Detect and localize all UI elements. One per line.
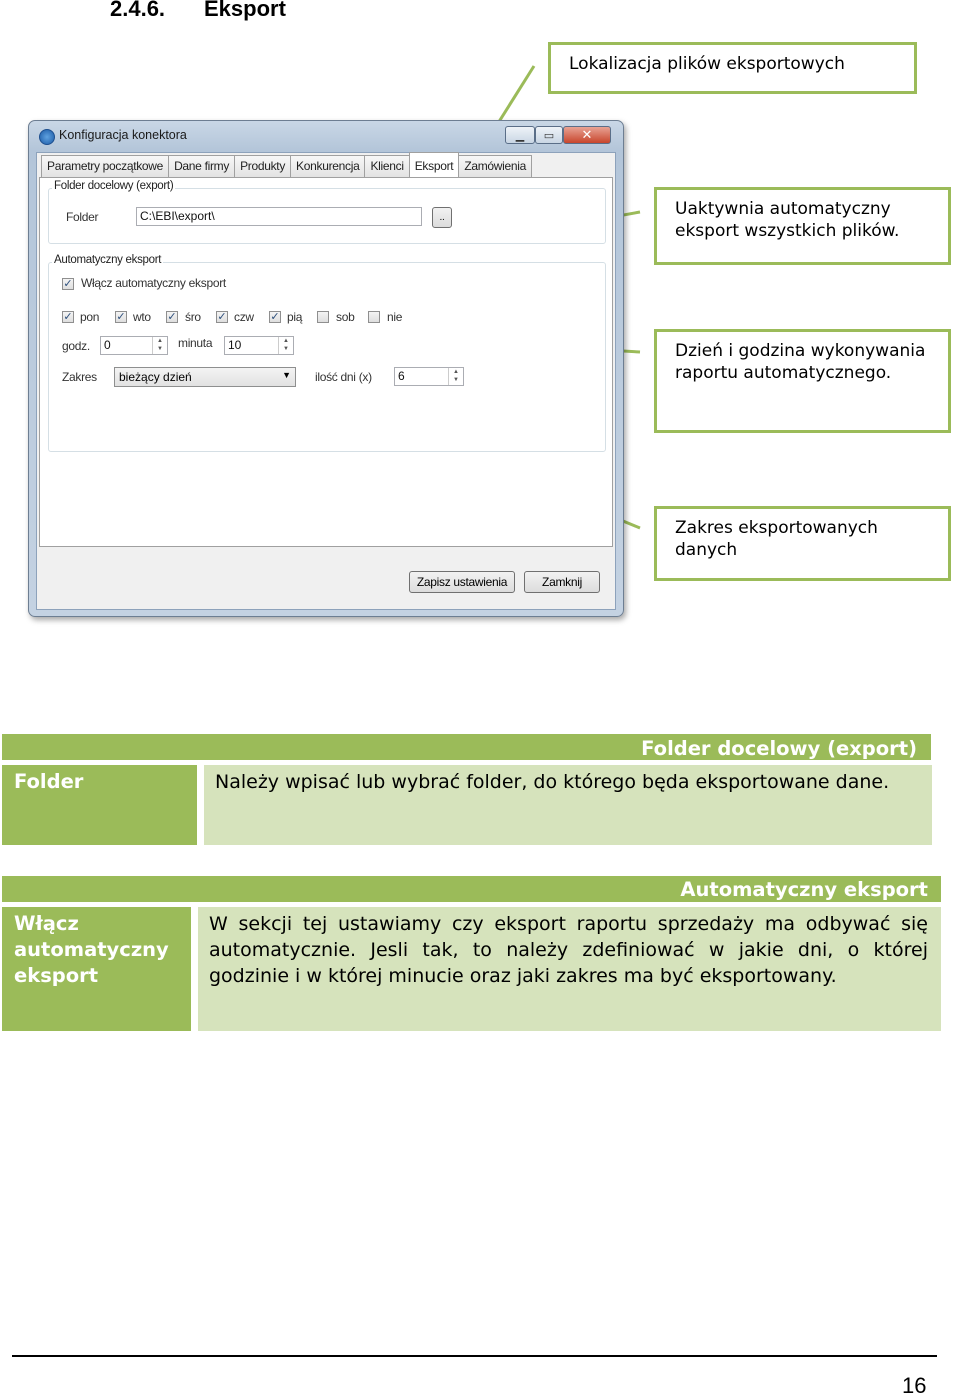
app-icon xyxy=(39,129,55,145)
tab-klienci[interactable]: Klienci xyxy=(364,155,409,177)
checkmark-icon: ✓ xyxy=(217,310,227,323)
browse-button[interactable]: .. xyxy=(432,207,452,228)
spin-up-icon: ▲ xyxy=(157,338,163,344)
enable-auto-export-label: Włącz automatyczny eksport xyxy=(81,276,226,290)
section-title: Eksport xyxy=(204,0,286,21)
window-client xyxy=(36,152,616,610)
callout-folder-location: Lokalizacja plików eksportowych xyxy=(548,42,917,94)
table-auto-right: W sekcji tej ustawiamy czy eksport raportu sprzedaży ma odbywać się automatycznie. Jesli tak, to należy zdefiniować w jakie dni, o której godzinie i w której minucie oraz jaki zakres ma być eksportowany. xyxy=(198,907,941,1031)
close-button[interactable]: Zamknij xyxy=(524,571,600,593)
tab-produkty[interactable]: Produkty xyxy=(234,155,291,177)
day-pia-label: pią xyxy=(287,310,303,324)
day-sob-checkbox[interactable] xyxy=(317,311,329,323)
close-icon: ✕ xyxy=(581,127,593,143)
minute-spinner[interactable] xyxy=(278,337,293,354)
tab-strip xyxy=(41,155,531,177)
table-auto-left: Włącz automatyczny eksport xyxy=(2,907,191,1031)
enable-auto-export-checkbox[interactable] xyxy=(62,278,74,290)
table-folder-header: Folder docelowy (export) xyxy=(2,734,931,760)
spin-down-icon: ▼ xyxy=(283,346,289,352)
tab-zamowienia[interactable]: Zamówienia xyxy=(458,155,532,177)
day-pia-checkbox[interactable] xyxy=(269,311,281,323)
days-count-label: ilość dni (x) xyxy=(315,370,372,384)
checkmark-icon: ✓ xyxy=(167,310,177,323)
close-window-button[interactable] xyxy=(563,126,611,144)
config-window xyxy=(28,120,624,617)
minute-value: 10 xyxy=(228,338,242,352)
spin-down-icon: ▼ xyxy=(453,377,459,383)
tab-eksport[interactable]: Eksport xyxy=(409,152,460,181)
page-number: 16 xyxy=(902,1373,927,1398)
hour-value: 0 xyxy=(104,338,111,352)
day-sro-label: śro xyxy=(185,310,201,324)
day-nie-label: nie xyxy=(387,310,403,324)
maximize-icon: ▭ xyxy=(543,128,555,142)
day-wto-label: wto xyxy=(133,310,151,324)
day-wto-checkbox[interactable] xyxy=(115,311,127,323)
checkmark-icon: ✓ xyxy=(270,310,280,323)
window-title: Konfiguracja konektora xyxy=(59,128,187,142)
tab-parametry[interactable]: Parametry początkowe xyxy=(41,155,169,177)
minimize-icon: ▁ xyxy=(515,128,525,142)
checkmark-icon: ✓ xyxy=(63,277,73,290)
auto-export-group-label: Automatyczny eksport xyxy=(54,254,162,266)
folder-group-label: Folder docelowy (export) xyxy=(54,180,174,192)
callout-auto-export: Uaktywnia automatyczny eksport wszystkich plików. xyxy=(654,187,951,265)
hour-spinner[interactable] xyxy=(152,337,167,354)
auto-export-group xyxy=(48,262,606,452)
days-count-value: 6 xyxy=(398,369,405,383)
checkmark-icon: ✓ xyxy=(63,310,73,323)
day-pon-checkbox[interactable] xyxy=(62,311,74,323)
minute-input[interactable] xyxy=(224,336,294,355)
table-folder-right: Należy wpisać lub wybrać folder, do którego będa eksportowane dane. xyxy=(204,765,932,845)
spin-up-icon: ▲ xyxy=(283,338,289,344)
range-value: bieżący dzień xyxy=(119,370,192,384)
callout-range: Zakres eksportowanych danych xyxy=(654,506,951,581)
hour-input[interactable] xyxy=(100,336,168,355)
days-count-input[interactable] xyxy=(394,367,464,386)
callout-day-time: Dzień i godzina wykonywania raportu automatycznego. xyxy=(654,329,951,433)
tab-dane-firmy[interactable]: Dane firmy xyxy=(168,155,235,177)
folder-input[interactable]: C:\EBI\export\ xyxy=(136,207,422,226)
save-settings-button[interactable]: Zapisz ustawienia xyxy=(409,571,515,593)
range-select[interactable] xyxy=(114,367,296,387)
day-sro-checkbox[interactable] xyxy=(166,311,178,323)
day-czw-checkbox[interactable] xyxy=(216,311,228,323)
tab-konkurencja[interactable]: Konkurencja xyxy=(290,155,365,177)
section-number: 2.4.6. xyxy=(110,0,166,21)
hour-label: godz. xyxy=(62,339,90,353)
title-bar[interactable] xyxy=(29,121,623,151)
minute-label: minuta xyxy=(178,336,213,350)
day-nie-checkbox[interactable] xyxy=(368,311,380,323)
checkmark-icon: ✓ xyxy=(116,310,126,323)
maximize-button[interactable] xyxy=(535,126,563,144)
range-label: Zakres xyxy=(62,370,97,384)
table-folder-left: Folder xyxy=(2,765,197,845)
days-count-spinner[interactable] xyxy=(448,368,463,385)
day-pon-label: pon xyxy=(80,310,100,324)
table-auto-header: Automatyczny eksport xyxy=(2,876,941,902)
spin-down-icon: ▼ xyxy=(157,346,163,352)
folder-label: Folder xyxy=(66,210,99,224)
chevron-down-icon: ▼ xyxy=(282,370,291,380)
minimize-button[interactable] xyxy=(505,126,535,144)
footer-divider xyxy=(12,1355,937,1357)
day-czw-label: czw xyxy=(234,310,254,324)
spin-up-icon: ▲ xyxy=(453,369,459,375)
day-sob-label: sob xyxy=(336,310,355,324)
eksport-tab-page xyxy=(39,177,613,547)
